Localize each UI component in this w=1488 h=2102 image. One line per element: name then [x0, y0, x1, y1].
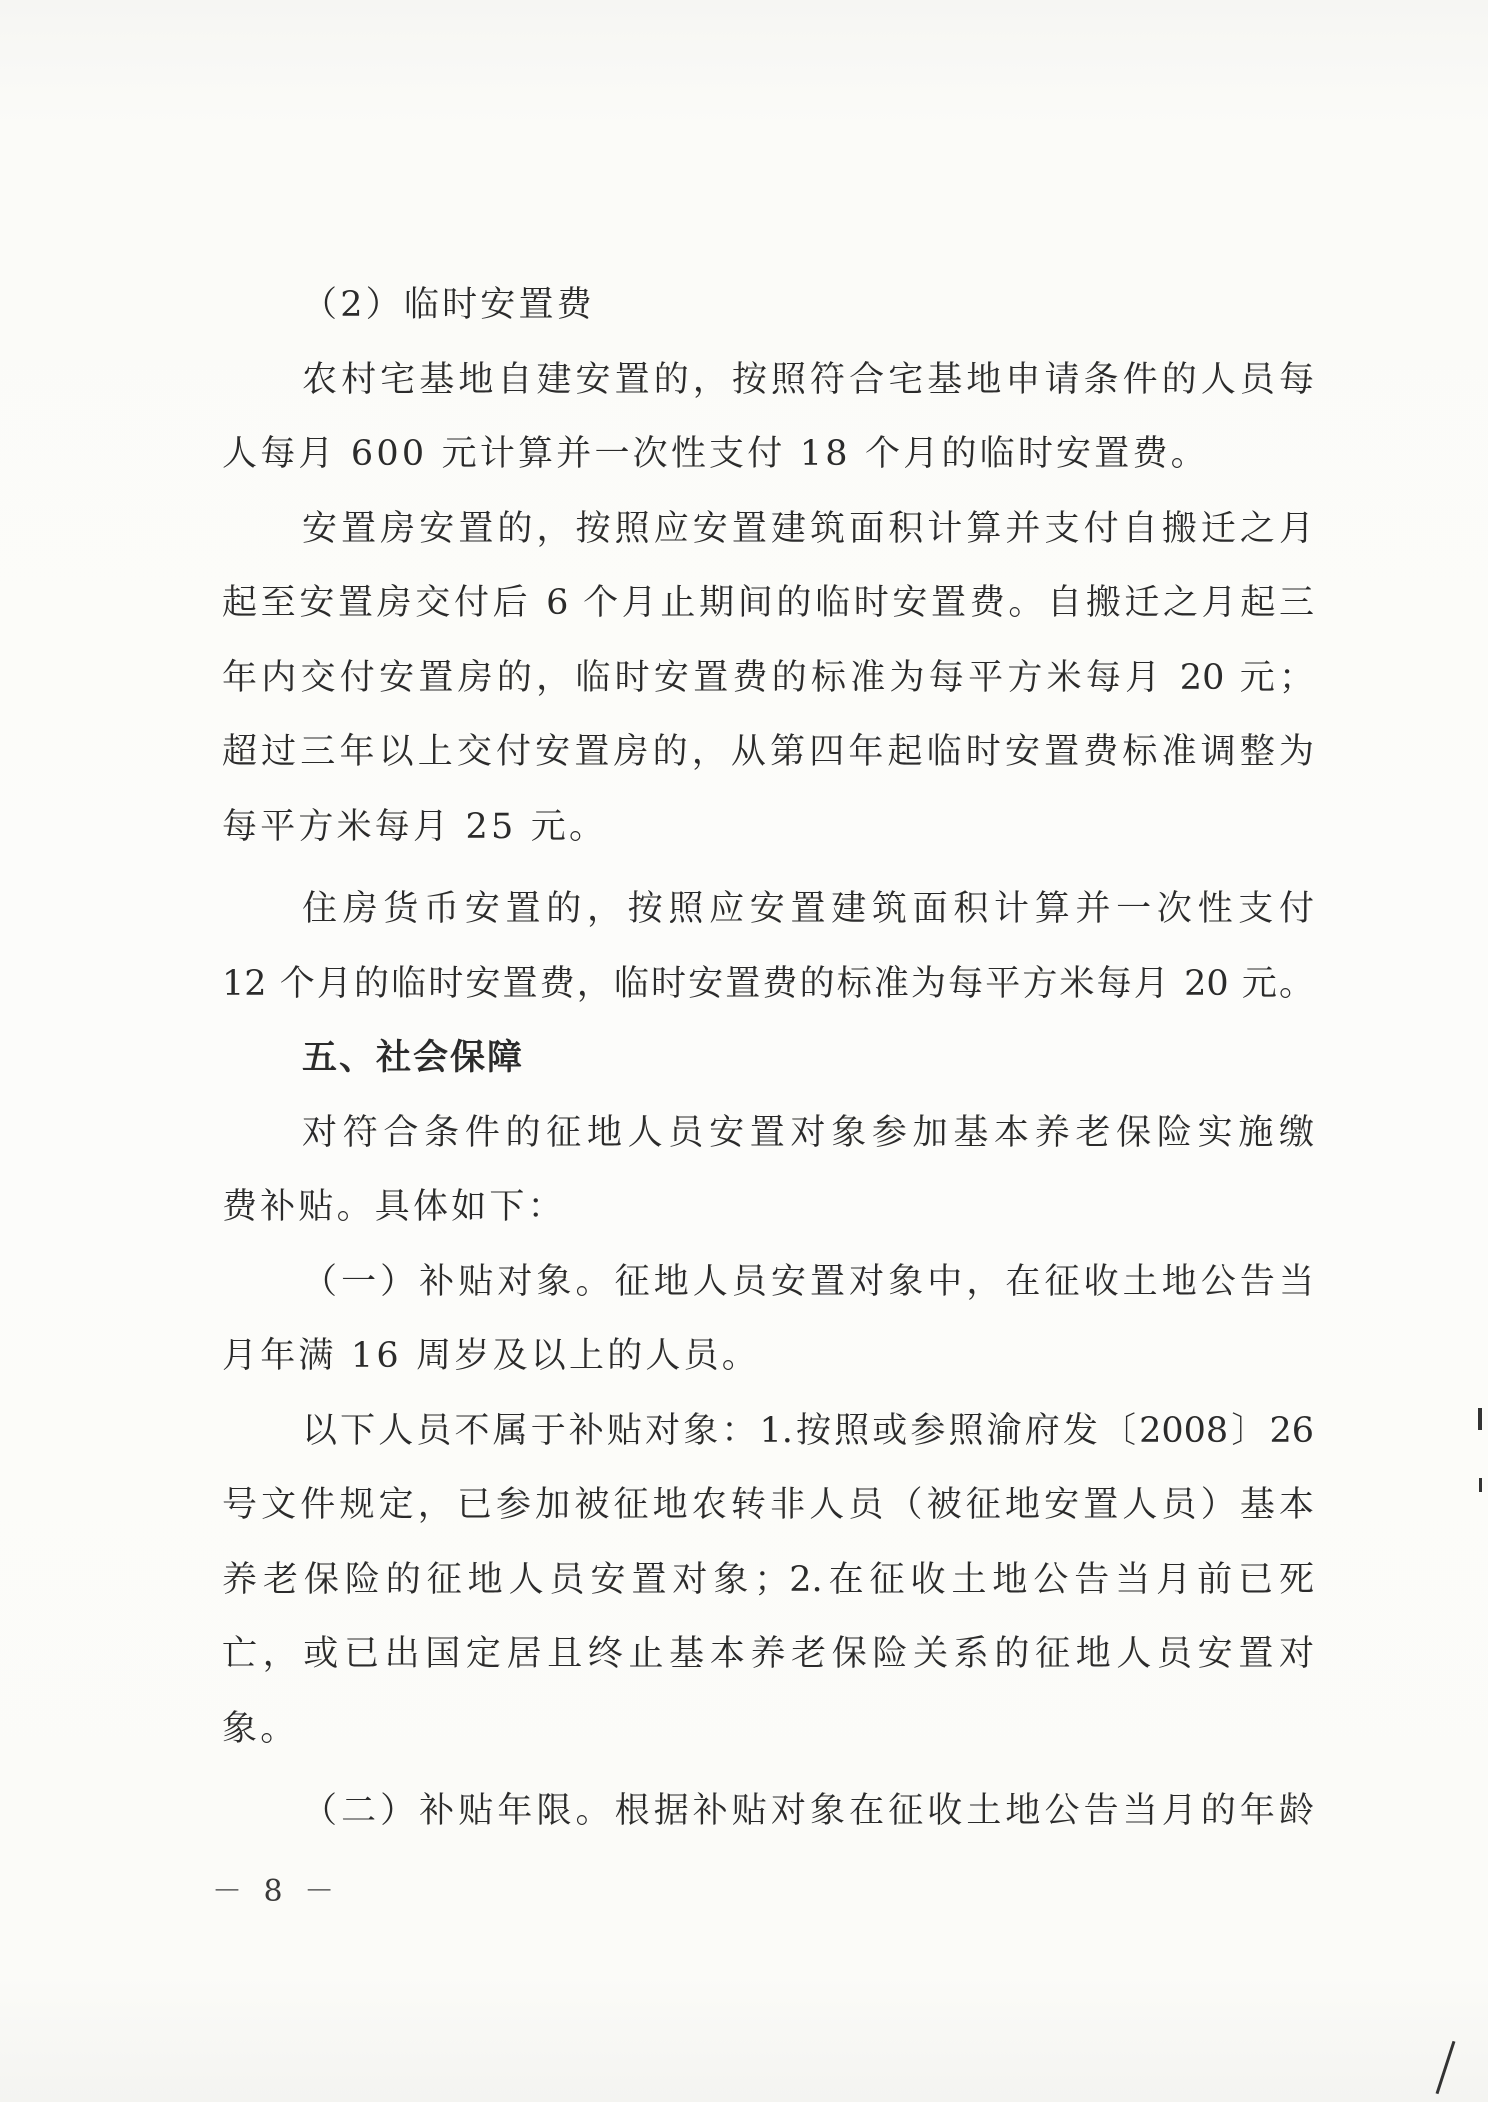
paragraph-line: 农村宅基地自建安置的，按照符合宅基地申请条件的人员每: [302, 359, 1314, 400]
paragraph-line: 亡，或已出国定居且终止基本养老保险关系的征地人员安置对: [222, 1634, 1314, 1674]
paragraph-line: 年内交付安置房的，临时安置费的标准为每平方米每月 20 元；: [222, 657, 1314, 698]
paragraph-line: （一）补贴对象。征地人员安置对象中，在征收土地公告当: [302, 1261, 1314, 1302]
binding-hole-mark: [1478, 1408, 1482, 1430]
paragraph-line: 月年满 16 周岁及以上的人员。: [222, 1336, 760, 1376]
paragraph-line: 人每月 600 元计算并一次性支付 18 个月的临时安置费。: [222, 434, 1209, 474]
section-heading: 五、社会保障: [302, 1038, 525, 1078]
paragraph-line: 每平方米每月 25 元。: [222, 806, 608, 847]
paragraph-line: 号文件规定，已参加被征地农转非人员（被征地安置人员）基本: [222, 1485, 1314, 1525]
paragraph-line: 12 个月的临时安置费，临时安置费的标准为每平方米每月 20 元。: [222, 963, 1314, 1004]
page-number: － 8 －: [212, 1874, 341, 1909]
paragraph-line: 以下人员不属于补贴对象：1.按照或参照渝府发〔2008〕26: [302, 1410, 1314, 1451]
paragraph-line: 对符合条件的征地人员安置对象参加基本养老保险实施缴: [302, 1112, 1314, 1153]
paragraph-line: 养老保险的征地人员安置对象；2.在征收土地公告当月前已死: [222, 1559, 1314, 1600]
binding-hole-mark: [1479, 1478, 1482, 1492]
paragraph-line: 费补贴。具体如下：: [222, 1187, 566, 1227]
paragraph-line: 起至安置房交付后 6 个月止期间的临时安置费。自搬迁之月起三: [222, 583, 1314, 623]
paragraph-line: 超过三年以上交付安置房的，从第四年起临时安置费标准调整为: [222, 732, 1314, 772]
paragraph-line: 象。: [222, 1708, 299, 1749]
corner-edge-mark: [1436, 2041, 1456, 2094]
subsection-title: （2）临时安置费: [302, 285, 595, 325]
document-body: [222, 268, 1314, 1849]
paragraph-line: 住房货币安置的，按照应安置建筑面积计算并一次性支付: [302, 889, 1314, 929]
paragraph-line: （二）补贴年限。根据补贴对象在征收土地公告当月的年龄: [302, 1791, 1314, 1831]
paragraph-line: 安置房安置的，按照应安置建筑面积计算并支付自搬迁之月: [302, 508, 1314, 549]
